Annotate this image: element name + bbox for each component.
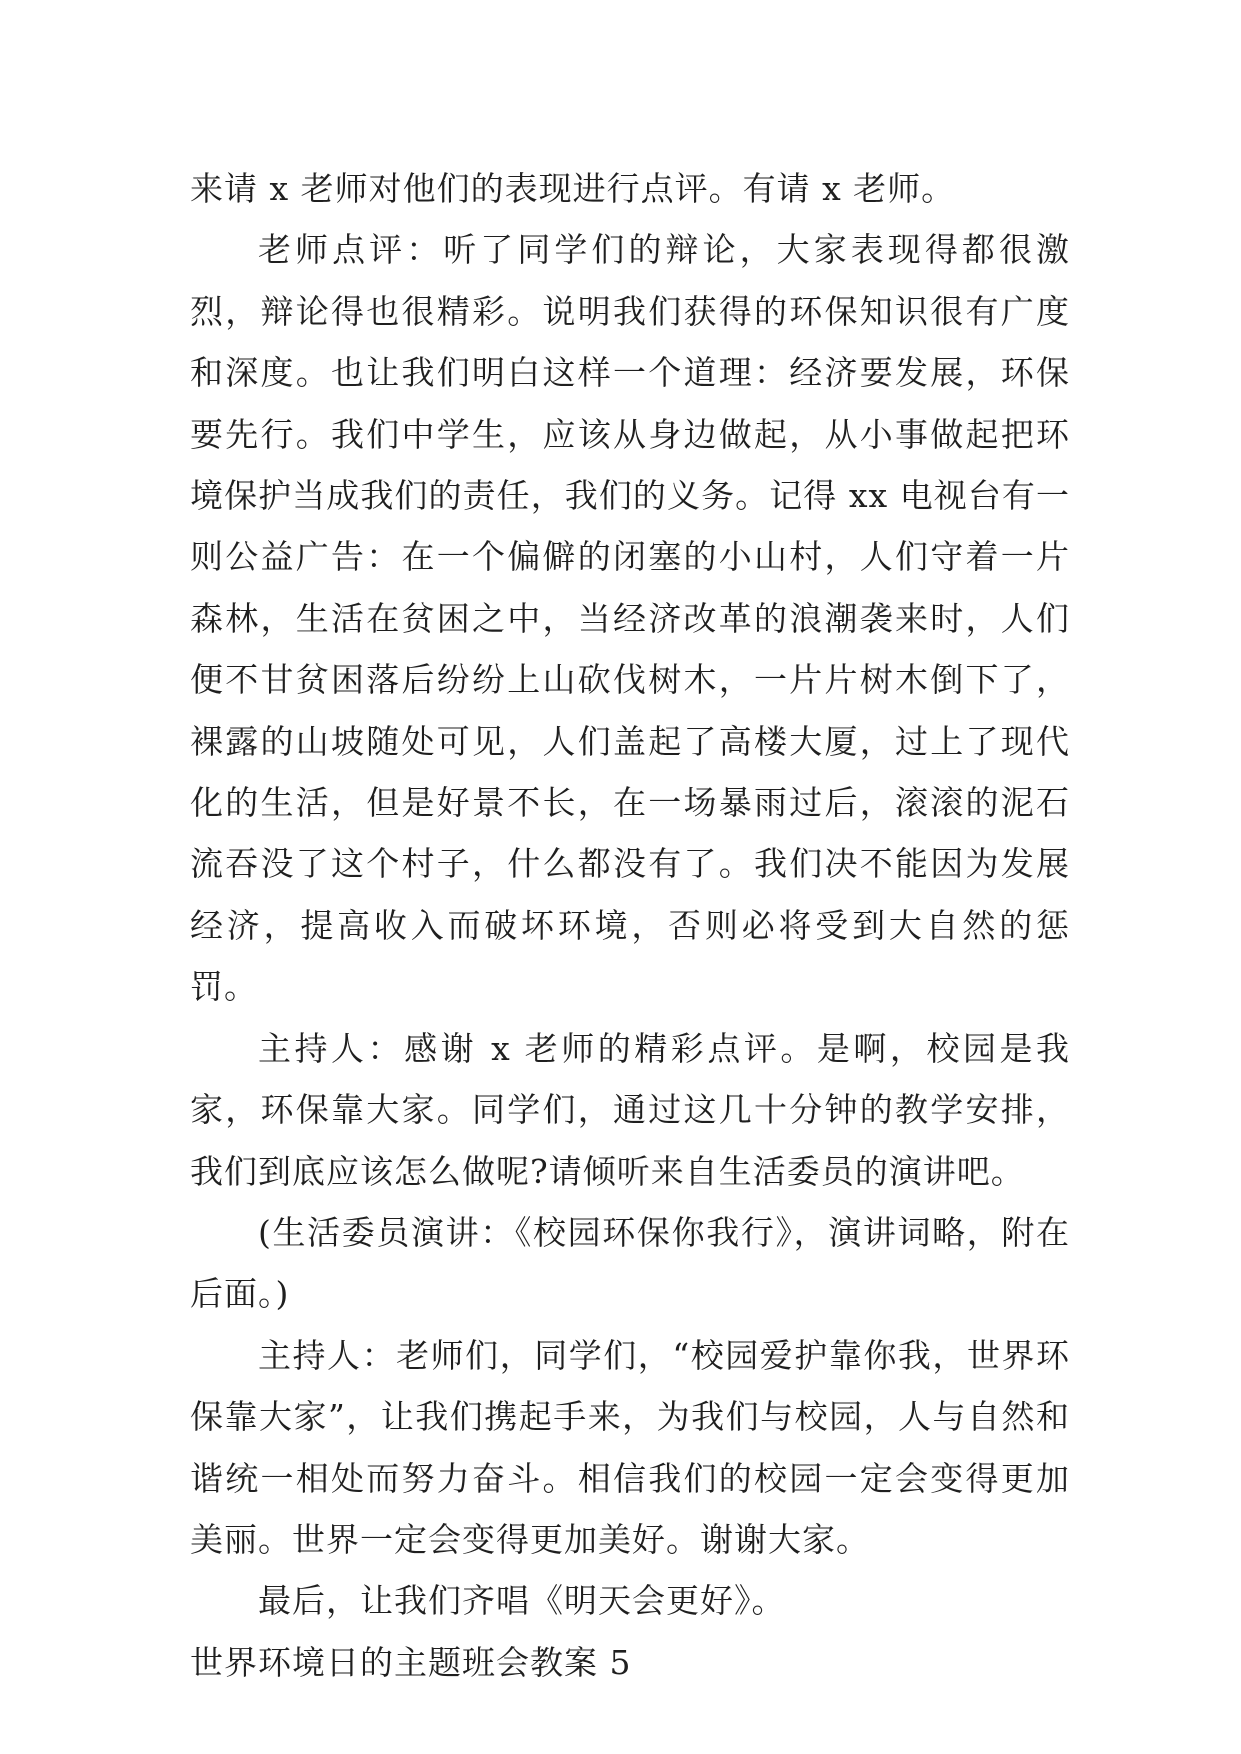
paragraph-teacher-comment: 老师点评：听了同学们的辩论，大家表现得都很激烈，辩论得也很精彩。说明我们获得的环保知识很有广度和深度。也让我们明白这样一个道理：经济要发展，环保要先行。我们中学生，应该从身边做起，从小事做起把环境保护当成我们的责任，我们的义务。记得 xx 电视台有一则公益广告：在一个偏僻的闭塞的小山村，人们守着一片森林，生活在贫困之中，当经济改革的浪潮袭来时，人们便不甘贫困落后纷纷上山砍伐树木，一片片树木倒下了，裸露的山坡随处可见，人们盖起了高楼大厦，过上了现代化的生活，但是好景不长，在一场暴雨过后，滚滚的泥石流吞没了这个村子，什么都没有了。我们决不能因为发展经济，提高收入而破坏环境，否则必将受到大自然的惩罚。 xyxy=(190,230,1070,1007)
paragraph-host-closing: 主持人：老师们，同学们，“校园爱护靠你我，世界环保靠大家”，让我们携起手来，为我们与校园，人与自然和谐统一相处而努力奋斗。相信我们的校园一定会变得更加美丽。世界一定会变得更加美好。谢谢大家。 xyxy=(190,1335,1070,1559)
paragraph-speech-note: (生活委员演讲：《校园环保你我行》，演讲词略，附在后面。) xyxy=(190,1212,1070,1314)
section-heading: 世界环境日的主题班会教案 5 xyxy=(190,1642,632,1682)
paragraph-intro: 来请 x 老师对他们的表现进行点评。有请 x 老师。 xyxy=(190,169,956,208)
paragraph-final-song: 最后，让我们齐唱《明天会更好》。 xyxy=(258,1581,786,1621)
paragraph-host-thanks: 主持人：感谢 x 老师的精彩点评。是啊，校园是我家，环保靠大家。同学们，通过这几十分钟的教学安排，我们到底应该怎么做呢?请倾听来自生活委员的演讲吧。 xyxy=(190,1028,1070,1191)
document-body xyxy=(190,158,1070,1693)
